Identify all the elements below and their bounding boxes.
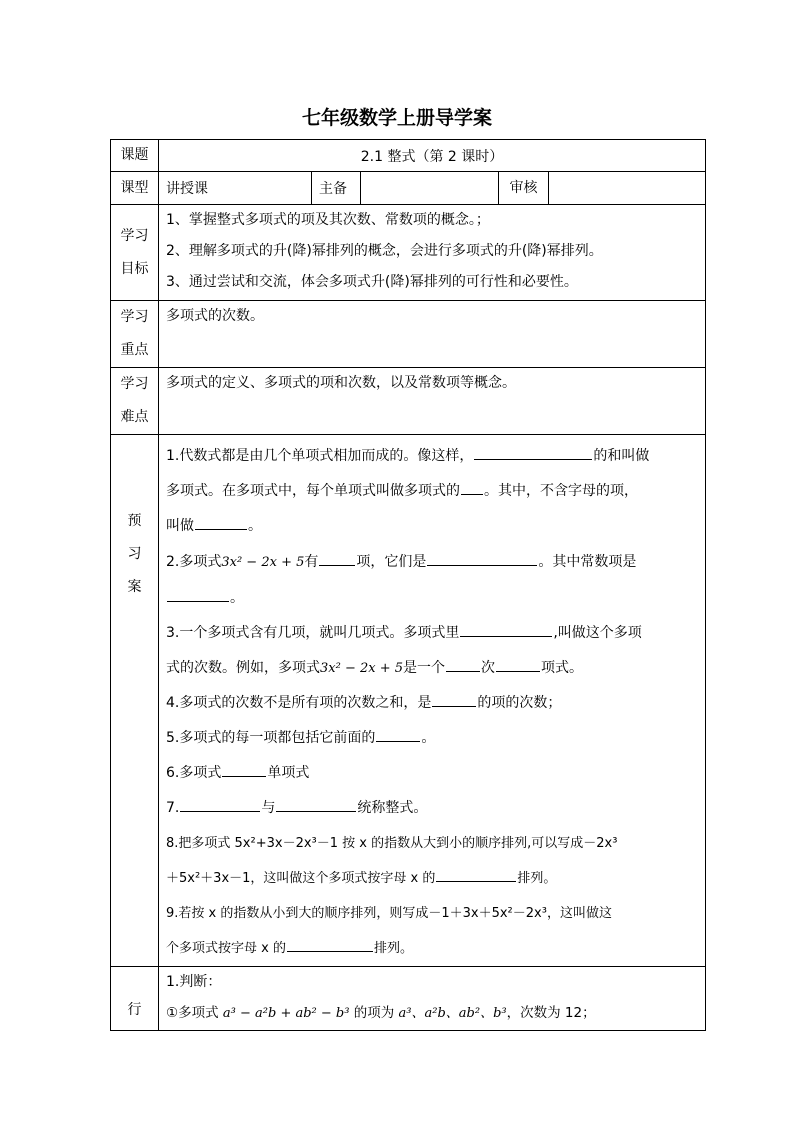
answer-blank[interactable] [446, 655, 480, 672]
type-value: 讲授课 [159, 172, 312, 205]
answer-blank[interactable] [167, 585, 229, 602]
practice-item-1: ①多项式 a³ − a²b + ab² − b³ 的项为 a³、a²b、ab²、b³，次数为 12； [166, 1005, 596, 1021]
answer-blank[interactable] [195, 513, 247, 530]
q8-line1: 8.把多项式 5x²+3x－2x³－1 按 x 的指数从大到小的顺序排列,可以写成－2x³ [166, 836, 618, 851]
answer-blank[interactable] [474, 443, 592, 460]
difficulty-label-1: 学习 [120, 376, 149, 392]
answer-blank[interactable] [461, 478, 483, 495]
q1-line1: 1.代数式都是由几个单项式相加而成的。像这样， 的和叫做 [159, 439, 705, 474]
focus-label [111, 301, 159, 368]
focus-content [159, 301, 706, 368]
answer-blank[interactable] [460, 620, 552, 637]
difficulty-label [111, 368, 159, 435]
focus-text: 多项式的次数。 [166, 308, 264, 324]
difficulty-text: 多项式的定义、多项式的项和次数，以及常数项等概念。 [166, 375, 516, 391]
page-title: 七年级数学上册导学案 [301, 107, 492, 129]
practice-row [111, 967, 706, 1031]
q8-line2: ＋5x²＋3x－1，这叫做这个多项式按字母 x 的 排列。 [159, 861, 705, 896]
type-label: 课型 [111, 172, 159, 205]
goal-item: 1、掌握整式多项式的项及其次数、常数项的概念。； [166, 212, 490, 228]
preview-label-2: 习 [127, 546, 142, 562]
polynomial-expression: 3x² − 2x + 5 [320, 661, 404, 676]
answer-blank[interactable] [432, 690, 476, 707]
q5-line: 5.多项式的每一项都包括它前面的 。 [159, 721, 705, 756]
polynomial-terms: a³、a²b、ab²、b³ [398, 1006, 507, 1021]
q4-line: 4.多项式的次数不是所有项的次数之和，是 的项的次数； [159, 686, 705, 721]
answer-blank[interactable] [222, 760, 266, 777]
polynomial-expression: a³ − a²b + ab² − b³ [222, 1006, 350, 1021]
focus-label-1: 学习 [120, 309, 149, 325]
goals-label-2: 目标 [120, 260, 149, 277]
answer-blank[interactable] [180, 795, 260, 812]
q1-line3: 叫做 。 [159, 509, 705, 544]
review-label: 审核 [499, 172, 549, 205]
q1-line2: 多项式。在多项式中，每个单项式叫做多项式的 。其中，不含字母的项， [159, 474, 705, 509]
preview-label [111, 435, 159, 967]
focus-label-2: 重点 [120, 342, 149, 358]
topic-value: 2.1 整式（第 2 课时） [159, 140, 706, 172]
difficulty-content [159, 368, 706, 435]
goal-item: 3、通过尝试和交流，体会多项式升(降)幂排列的可行性和必要性。 [166, 274, 578, 290]
q6-line: 6.多项式 单项式 [159, 756, 705, 791]
q2-line1: 2.多项式3x² − 2x + 5有 项，它们是 。其中常数项是 [159, 544, 705, 581]
answer-blank[interactable] [287, 935, 373, 952]
goals-label [111, 205, 159, 301]
q3-line2: 式的次数。例如，多项式3x² − 2x + 5是一个 次 项式。 [159, 651, 705, 686]
topic-row [111, 140, 706, 172]
practice-title: 1.判断： [166, 974, 222, 990]
q9-line1: 9.若按 x 的指数从小到大的顺序排列，则写成－1＋3x＋5x²－2x³，这叫做这 [166, 906, 612, 921]
goals-label-1: 学习 [120, 227, 149, 244]
host-value [361, 172, 499, 205]
answer-blank[interactable] [496, 655, 540, 672]
practice-label: 行 [111, 967, 159, 1031]
answer-blank[interactable] [319, 549, 355, 566]
host-label: 主备 [312, 172, 361, 205]
q2-line2: 。 [159, 581, 705, 616]
polynomial-expression: 3x² − 2x + 5 [221, 555, 305, 570]
q3-line1: 3.一个多项式含有几项，就叫几项式。多项式里 ,叫做这个多项 [159, 616, 705, 651]
goals-row [111, 205, 706, 301]
q9-line2: 个多项式按字母 x 的 排列。 [159, 931, 705, 966]
practice-content [159, 967, 706, 1031]
focus-row [111, 301, 706, 368]
type-row [111, 172, 706, 205]
difficulty-row [111, 368, 706, 435]
answer-blank[interactable] [276, 795, 356, 812]
preview-label-3: 案 [127, 579, 142, 595]
difficulty-label-2: 难点 [120, 409, 149, 425]
review-value [549, 172, 706, 205]
answer-blank[interactable] [427, 549, 537, 566]
answer-blank[interactable] [436, 865, 516, 882]
preview-row [111, 435, 706, 967]
preview-label-1: 预 [127, 513, 142, 529]
goals-content [159, 205, 706, 301]
topic-label: 课题 [111, 140, 159, 172]
lesson-table [110, 139, 706, 1031]
answer-blank[interactable] [376, 725, 420, 742]
preview-content [159, 435, 706, 967]
goal-item: 2、理解多项式的升(降)幂排列的概念，会进行多项式的升(降)幂排列。 [166, 243, 603, 259]
q7-line: 7. 与 统称整式。 [159, 791, 705, 826]
